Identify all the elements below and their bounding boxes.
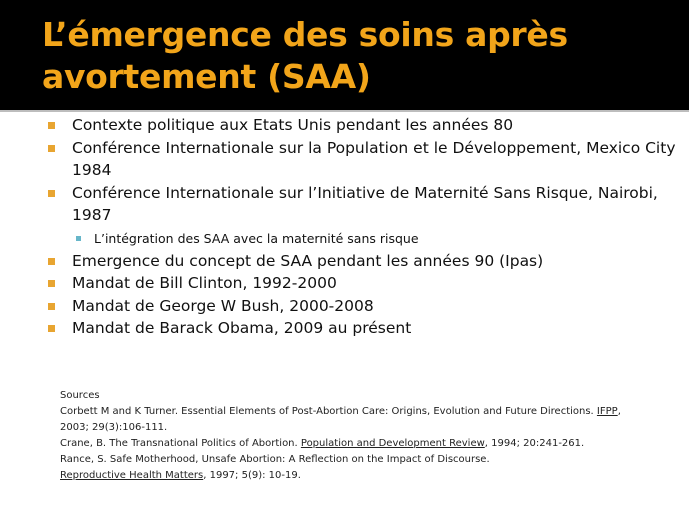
title-bar xyxy=(0,0,689,112)
bullet-item xyxy=(48,114,678,137)
source-reference-2 xyxy=(60,436,640,452)
source-ref1-journal: IFPP xyxy=(596,406,618,417)
bullet-text: Contexte politique aux Etats Unis pendant les années 80 xyxy=(72,116,514,134)
bullet-item xyxy=(48,250,678,273)
sub-bullet-item xyxy=(72,229,678,248)
source-ref3-tail: , 1997; 5(9): 10-19. xyxy=(203,470,301,481)
source-ref1-tail: , 2003; 29(3):106-111. xyxy=(60,406,621,433)
square-bullet-icon xyxy=(48,280,55,287)
bullet-item xyxy=(48,137,678,182)
bullet-text: Mandat de Barack Obama, 2009 au présent xyxy=(72,319,412,337)
bullet-item xyxy=(48,317,678,340)
bullet-text: Conférence Internationale sur la Population et le Développement, Mexico City 1984 xyxy=(72,138,676,179)
source-ref3-text: Rance, S. Safe Motherhood, Unsafe Abortion: A Reflection on the Impact of Discourse. xyxy=(60,454,490,465)
sources-heading: Sources xyxy=(60,390,100,401)
square-bullet-icon xyxy=(48,190,55,197)
bullet-item xyxy=(48,272,678,295)
bullet-item xyxy=(48,295,678,318)
bullet-text: Emergence du concept de SAA pendant les années 90 (Ipas) xyxy=(72,251,544,270)
sources-section xyxy=(60,388,640,484)
source-ref3-journal: Reproductive Health Matters xyxy=(60,470,204,481)
source-reference-1 xyxy=(60,404,640,436)
source-ref2-tail: , 1994; 20:241-261. xyxy=(484,438,585,449)
bullet-list xyxy=(48,114,678,340)
square-bullet-icon xyxy=(48,122,55,129)
square-sub-bullet-icon xyxy=(76,236,81,241)
bullet-text: Conférence Internationale sur l’Initiative de Maternité Sans Risque, Nairobi, 1987 xyxy=(72,183,658,224)
source-ref2-text: Crane, B. The Transnational Politics of Abortion. xyxy=(60,438,301,449)
square-bullet-icon xyxy=(48,325,55,332)
source-ref1-text: Corbett M and K Turner. Essential Elements of Post-Abortion Care: Origins, Evolution and Future Directions. xyxy=(60,406,597,417)
square-bullet-icon xyxy=(48,303,55,310)
bullet-text: Mandat de George W Bush, 2000-2008 xyxy=(72,296,374,315)
source-reference-3 xyxy=(60,452,640,484)
sub-bullet-text: L’intégration des SAA avec la maternité sans risque xyxy=(94,230,419,246)
square-bullet-icon xyxy=(48,258,55,265)
square-bullet-icon xyxy=(48,145,55,152)
slide-title: L’émergence des soins après avortement (SAA) xyxy=(42,15,568,96)
bullet-item xyxy=(48,182,678,227)
bullet-text: Mandat de Bill Clinton, 1992-2000 xyxy=(72,274,337,292)
source-ref2-journal: Population and Development Review xyxy=(300,438,485,449)
